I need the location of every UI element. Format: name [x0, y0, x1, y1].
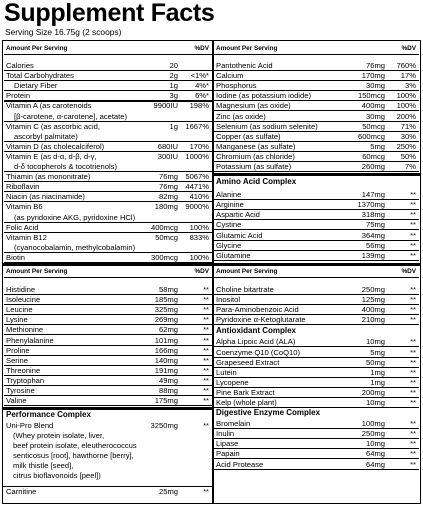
nutrient-amount: 191mg: [154, 365, 178, 375]
nutrient-row: [4, 213, 212, 223]
nutrient-dv: **: [203, 345, 209, 355]
nutrient-amount: 175mg: [154, 396, 178, 406]
nutrient-row: [4, 71, 212, 81]
nutrient-dv: **: [410, 459, 416, 469]
nutrient-dv: **: [410, 220, 416, 230]
nutrient-row: [214, 378, 419, 388]
nutrient-name: (as pyridoxine AKG, pyridoxine HCl): [14, 212, 136, 222]
nutrient-row: [4, 356, 212, 366]
nutrient-dv: **: [203, 487, 209, 497]
nutrient-name: Calcium: [216, 71, 244, 81]
nutrient-name: Lysine: [6, 315, 28, 325]
column-header: [4, 43, 212, 55]
nutrient-name: Vitamin E (as d-α, d-β, d-γ,: [6, 151, 97, 161]
nutrient-row: [214, 388, 419, 398]
nutrient-name: Threonine: [6, 365, 41, 375]
dv-label: %DV: [194, 45, 209, 52]
nutrient-dv: **: [203, 365, 209, 375]
nutrient-dv: **: [410, 230, 416, 240]
nutrient-amount: 318mg: [361, 210, 385, 220]
section-title: [214, 177, 419, 187]
nutrient-amount: 30mg: [366, 81, 385, 91]
nutrient-name: Pantothenic Acid: [216, 61, 273, 70]
nutrient-dv: **: [203, 421, 209, 431]
blend-description: senticosus [root], hawthorne [berry],: [13, 451, 134, 461]
nutrient-row: [214, 231, 419, 241]
nutrient-row: [214, 71, 419, 81]
nutrient-dv: 170%: [189, 141, 209, 151]
nutrient-amount: 200mg: [361, 387, 385, 397]
dv-label: %DV: [401, 45, 416, 52]
nutrient-amount: 1370mg: [357, 200, 385, 210]
nutrient-row: [214, 305, 419, 315]
nutrient-name: ascorbyl palmitate): [14, 131, 78, 141]
nutrient-row: [214, 220, 419, 230]
nutrient-amount: 150mcg: [357, 91, 385, 101]
section-title: [214, 408, 419, 418]
nutrient-row: [4, 253, 212, 263]
nutrient-row: [4, 243, 212, 253]
blend-description: milk thistle [seed],: [13, 461, 74, 471]
nutrient-dv: 760%: [396, 61, 416, 70]
nutrient-name: Serine: [6, 355, 28, 365]
nutrient-name: Acid Protease: [216, 459, 264, 469]
nutrient-row: [4, 315, 212, 325]
column-header: [214, 43, 419, 55]
nutrient-amount: 5mg: [370, 347, 385, 357]
column-header: [214, 266, 419, 278]
nutrient-name: Vitamin C (as ascorbic acid,: [6, 121, 100, 131]
nutrient-name: Isoleucine: [6, 295, 41, 305]
right-panel: [212, 40, 421, 504]
blend-description: beef protein isolate, eleutherococcus: [13, 441, 137, 451]
nutrient-amount: 3250mg: [150, 421, 178, 431]
nutrient-row: [4, 487, 212, 496]
nutrient-dv: **: [203, 285, 209, 294]
nutrient-amount: 76mg: [366, 61, 385, 70]
nutrient-name: Coenzyme Q10 (CoQ10): [216, 347, 300, 357]
nutrient-name: Papain: [216, 449, 240, 459]
nutrient-amount: 125mg: [361, 295, 385, 305]
nutrient-dv: **: [410, 250, 416, 260]
nutrient-name: Choline bitartrate: [216, 285, 274, 294]
nutrient-row: [4, 122, 212, 131]
nutrient-row: [214, 190, 419, 200]
nutrient-amount: 1g: [169, 81, 178, 91]
nutrient-amount: 140mg: [154, 355, 178, 365]
column-header: [4, 266, 212, 278]
nutrient-dv: 410%: [189, 192, 209, 202]
nutrient-dv: 100%: [396, 101, 416, 111]
nutrient-amount: 58mg: [159, 285, 178, 294]
nutrient-row: [4, 142, 212, 152]
amount-per-serving-label: Amount Per Serving: [6, 45, 68, 52]
nutrient-amount: 3g: [169, 91, 178, 101]
nutrient-amount: 82mg: [159, 192, 178, 202]
nutrient-row: [4, 233, 212, 242]
amount-per-serving-label: Amount Per Serving: [216, 268, 278, 275]
nutrient-row: [214, 210, 419, 220]
nutrient-name: Aspartic Acid: [216, 210, 260, 220]
nutrient-dv: **: [203, 355, 209, 365]
nutrient-name: Leucine: [6, 305, 33, 315]
nutrient-row: [4, 421, 212, 430]
nutrient-name: Dietary Fiber: [14, 81, 58, 91]
nutrient-row: [4, 101, 212, 110]
nutrient-amount: 50mcg: [362, 121, 385, 131]
nutrient-row: [4, 346, 212, 356]
nutrient-dv: 4471%: [185, 182, 209, 192]
nutrient-name: Vitamin A (as carotenoids: [6, 101, 92, 111]
nutrient-dv: 71%: [400, 121, 416, 131]
nutrient-amount: 60mcg: [362, 151, 385, 161]
nutrient-name: Biotin: [6, 252, 25, 262]
nutrient-dv: **: [410, 419, 416, 429]
nutrient-dv: **: [203, 386, 209, 395]
nutrient-amount: 50mg: [366, 357, 385, 367]
nutrient-row: [4, 223, 212, 233]
nutrient-name: Alanine: [216, 190, 242, 200]
nutrient-amount: 30mg: [366, 111, 385, 121]
nutrient-amount: 400mg: [361, 101, 385, 111]
nutrient-name: Glutamic Acid: [216, 230, 263, 240]
amount-per-serving-label: Amount Per Serving: [216, 45, 278, 52]
nutrient-dv: **: [410, 398, 416, 407]
nutrient-amount: 76mg: [159, 182, 178, 192]
blend-description: citrus bioflavonoids [peel]): [13, 471, 101, 481]
nutrient-name: Chromium (as chloride): [216, 151, 295, 161]
nutrient-name: Glycine: [216, 240, 242, 250]
nutrient-amount: 50mcg: [155, 232, 178, 242]
nutrient-dv: 50%: [400, 151, 416, 161]
section-divider: [213, 173, 420, 176]
nutrient-row: [214, 152, 419, 162]
nutrient-dv: 100%: [189, 222, 209, 232]
nutrient-row: [4, 295, 212, 305]
nutrient-row: [214, 162, 419, 172]
nutrient-dv: **: [410, 295, 416, 305]
nutrient-dv: 200%: [396, 111, 416, 121]
nutrient-row: [4, 376, 212, 386]
nutrient-name: Inositol: [216, 295, 241, 305]
nutrient-dv: **: [410, 285, 416, 294]
nutrient-dv: 100%: [396, 91, 416, 101]
nutrient-dv: **: [410, 315, 416, 325]
nutrient-amount: 250mg: [361, 429, 385, 439]
nutrient-name: Para-Aminobenzoic Acid: [216, 305, 299, 315]
section-title: [4, 410, 212, 420]
nutrient-row: [4, 325, 212, 335]
nutrient-dv: 4%*: [195, 81, 209, 91]
nutrient-row: [4, 396, 212, 406]
nutrient-name: Thiamin (as mononitrate): [6, 172, 91, 182]
nutrient-amount: 5mg: [370, 141, 385, 151]
nutrient-name: Inulin: [216, 429, 235, 439]
nutrient-amount: 147mg: [361, 190, 385, 200]
nutrient-row: [214, 61, 419, 71]
nutrient-dv: **: [410, 439, 416, 449]
section-title-text: Amino Acid Complex: [216, 177, 297, 187]
nutrient-name: Protein: [6, 91, 31, 101]
nutrient-row: [4, 366, 212, 376]
nutrient-row: [4, 162, 212, 172]
nutrient-amount: 325mg: [154, 305, 178, 315]
nutrient-amount: 76mg: [159, 172, 178, 182]
nutrient-row: [4, 336, 212, 346]
nutrient-dv: **: [203, 375, 209, 385]
nutrient-name: Lycopene: [216, 377, 249, 387]
nutrient-name: Selenium (as sodium selenite): [216, 121, 318, 131]
nutrient-dv: **: [203, 295, 209, 305]
nutrient-amount: 88mg: [159, 386, 178, 395]
nutrient-name: Iodine (as potassium iodide): [216, 91, 311, 101]
nutrient-row: [214, 348, 419, 358]
nutrient-amount: 400mg: [361, 305, 385, 315]
nutrient-name: Uni-Pro Blend: [6, 421, 54, 431]
nutrient-amount: 10mg: [366, 337, 385, 347]
nutrient-row: [4, 192, 212, 202]
nutrient-name: Folic Acid: [6, 222, 39, 232]
nutrient-amount: 139mg: [361, 250, 385, 260]
nutrient-amount: 364mg: [361, 230, 385, 240]
nutrient-row: [4, 152, 212, 161]
nutrient-dv: **: [203, 396, 209, 406]
nutrient-name: Grapeseed Extract: [216, 357, 280, 367]
nutrient-dv: **: [410, 377, 416, 387]
nutrient-dv: **: [410, 387, 416, 397]
nutrient-dv: 9000%: [185, 202, 209, 212]
nutrient-row: [4, 132, 212, 142]
nutrient-name: Phosphorus: [216, 81, 257, 91]
nutrient-dv: 3%: [405, 81, 416, 91]
nutrient-amount: 260mg: [361, 162, 385, 171]
nutrient-name: Methionine: [6, 325, 44, 335]
nutrient-name: Valine: [6, 396, 27, 406]
nutrient-dv: **: [410, 305, 416, 315]
nutrient-name: Histidine: [6, 285, 36, 294]
nutrient-dv: **: [410, 240, 416, 250]
nutrient-name: Vitamin D (as cholecalciferol): [6, 141, 105, 151]
nutrient-name: Lutein: [216, 367, 237, 377]
nutrient-row: [214, 122, 419, 132]
nutrient-name: Bromelain: [216, 419, 251, 429]
nutrient-row: [4, 305, 212, 315]
nutrient-name: Pine Bark Extract: [216, 387, 275, 397]
nutrient-amount: 400mcg: [150, 222, 178, 232]
nutrient-dv: 100%: [189, 252, 209, 262]
nutrient-name: [β-carotene, α-carotene], acetate): [14, 111, 128, 121]
nutrient-amount: 10mg: [366, 439, 385, 449]
nutrient-dv: **: [203, 315, 209, 325]
nutrient-row: [214, 251, 419, 261]
nutrient-amount: 49mg: [159, 375, 178, 385]
nutrient-dv: **: [410, 449, 416, 459]
nutrient-row: [214, 429, 419, 439]
nutrient-amount: 75mg: [366, 220, 385, 230]
nutrient-amount: 56mg: [366, 240, 385, 250]
nutrient-row: [214, 295, 419, 305]
nutrient-amount: 1g: [169, 121, 178, 131]
nutrient-row: [214, 398, 419, 408]
nutrient-name: Tryptophan: [6, 375, 45, 385]
nutrient-row: [214, 132, 419, 142]
nutrient-row: [214, 449, 419, 459]
nutrient-dv: **: [410, 190, 416, 200]
nutrient-dv: 7%: [405, 162, 416, 171]
dv-label: %DV: [401, 268, 416, 275]
nutrient-amount: 64mg: [366, 459, 385, 469]
nutrient-amount: 1mg: [370, 377, 385, 387]
nutrient-amount: 210mg: [361, 315, 385, 325]
nutrient-name: Cystine: [216, 220, 242, 230]
nutrient-amount: 2g: [169, 71, 178, 81]
nutrient-amount: 180mg: [154, 202, 178, 212]
nutrient-name: d-δ tocopherols & tocotrienols): [14, 162, 117, 171]
nutrient-row: [214, 200, 419, 210]
nutrient-amount: 100mg: [361, 419, 385, 429]
nutrient-row: [214, 285, 419, 295]
amount-per-serving-label: Amount Per Serving: [6, 268, 68, 275]
dv-label: %DV: [194, 268, 209, 275]
nutrient-amount: 166mg: [154, 345, 178, 355]
nutrient-name: Zinc (as oxide): [216, 111, 266, 121]
nutrient-amount: 300mcg: [150, 252, 178, 262]
nutrient-amount: 250mg: [361, 285, 385, 294]
nutrient-row: [4, 285, 212, 295]
section-title-text: Digestive Enzyme Complex: [216, 408, 321, 418]
left-panel: [2, 40, 214, 504]
nutrient-row: [214, 142, 419, 152]
nutrient-row: [214, 439, 419, 449]
nutrient-dv: 198%: [189, 101, 209, 111]
nutrient-row: [214, 112, 419, 122]
nutrient-row: [214, 241, 419, 251]
facts-title: Supplement Facts: [4, 0, 215, 27]
nutrient-dv: 1000%: [185, 151, 209, 161]
nutrient-name: Potassium (as sulfate): [216, 162, 292, 171]
nutrient-dv: 5067%: [185, 172, 209, 182]
nutrient-row: [214, 315, 419, 325]
nutrient-name: Pyridoxine α-Ketoglutarate: [216, 315, 306, 325]
nutrient-row: [4, 81, 212, 91]
nutrient-dv: **: [203, 305, 209, 315]
nutrient-row: [214, 81, 419, 91]
nutrient-row: [4, 61, 212, 71]
nutrient-dv: 30%: [400, 131, 416, 141]
nutrient-name: Carnitine: [6, 487, 37, 497]
nutrient-amount: 64mg: [366, 449, 385, 459]
nutrient-name: Total Carbohydrates: [6, 71, 74, 81]
nutrient-amount: 25mg: [159, 487, 178, 497]
nutrient-dv: 1667%: [185, 121, 209, 131]
nutrient-dv: **: [203, 335, 209, 345]
nutrient-name: Proline: [6, 345, 30, 355]
nutrient-name: Tyrosine: [6, 386, 35, 395]
nutrient-name: Arginine: [216, 200, 244, 210]
nutrient-amount: 300IU: [157, 151, 178, 161]
nutrient-row: [4, 202, 212, 211]
nutrient-name: Niacin (as niacinamide): [6, 192, 85, 202]
nutrient-row: [4, 182, 212, 192]
serving-size: Serving Size 16.75g (2 scoops): [5, 27, 122, 37]
nutrient-dv: **: [410, 200, 416, 210]
nutrient-dv: **: [410, 347, 416, 357]
nutrient-name: Riboflavin: [6, 182, 40, 192]
nutrient-row: [214, 460, 419, 470]
nutrient-name: Glutamine: [216, 250, 251, 260]
nutrient-amount: 101mg: [154, 335, 178, 345]
nutrient-name: Lipase: [216, 439, 239, 449]
nutrient-name: Calories: [6, 61, 34, 70]
nutrient-row: [214, 368, 419, 378]
nutrient-amount: 269mg: [154, 315, 178, 325]
nutrient-name: Manganese (as sulfate): [216, 141, 296, 151]
nutrient-row: [4, 172, 212, 182]
nutrient-amount: 1mg: [370, 367, 385, 377]
nutrient-name: Copper (as sulfate): [216, 131, 281, 141]
nutrient-name: Magnesium (as oxide): [216, 101, 291, 111]
nutrient-dv: 833%: [189, 232, 209, 242]
nutrient-amount: 185mg: [154, 295, 178, 305]
nutrient-amount: 62mg: [159, 325, 178, 335]
nutrient-dv: 250%: [396, 141, 416, 151]
nutrient-amount: 680IU: [157, 141, 178, 151]
nutrient-row: [4, 386, 212, 396]
nutrient-dv: **: [410, 367, 416, 377]
nutrient-name: Vitamin B12: [6, 232, 47, 242]
nutrient-row: [214, 419, 419, 429]
nutrient-amount: 600mcg: [357, 131, 385, 141]
nutrient-row: [214, 358, 419, 368]
nutrient-dv: **: [410, 210, 416, 220]
blend-description: (Whey protein isolate, liver,: [13, 431, 105, 441]
nutrient-dv: <1%*: [190, 71, 209, 81]
nutrient-row: [214, 91, 419, 101]
nutrient-dv: **: [203, 325, 209, 335]
nutrient-name: Alpha Lipoic Acid (ALA): [216, 337, 296, 347]
nutrient-name: (cyanocobalamin, methylcobalamin): [14, 242, 136, 252]
nutrient-dv: **: [410, 337, 416, 347]
nutrient-amount: 9900IU: [153, 101, 178, 111]
nutrient-dv: 6%*: [195, 91, 209, 101]
nutrient-row: [214, 101, 419, 111]
nutrient-name: Phenylalanine: [6, 335, 54, 345]
nutrient-amount: 10mg: [366, 398, 385, 407]
nutrient-name: Vitamin B6: [6, 202, 43, 212]
section-title-text: Performance Complex: [6, 410, 91, 420]
section-title: [214, 326, 419, 336]
nutrient-dv: 17%: [400, 71, 416, 81]
nutrient-row: [4, 112, 212, 122]
nutrient-row: [214, 337, 419, 347]
nutrient-amount: 20: [169, 61, 178, 70]
nutrient-dv: **: [410, 429, 416, 439]
nutrient-amount: 170mg: [361, 71, 385, 81]
nutrient-dv: **: [410, 357, 416, 367]
nutrient-name: Kelp (whole plant): [216, 398, 277, 407]
section-title-text: Antioxidant Complex: [216, 326, 297, 336]
